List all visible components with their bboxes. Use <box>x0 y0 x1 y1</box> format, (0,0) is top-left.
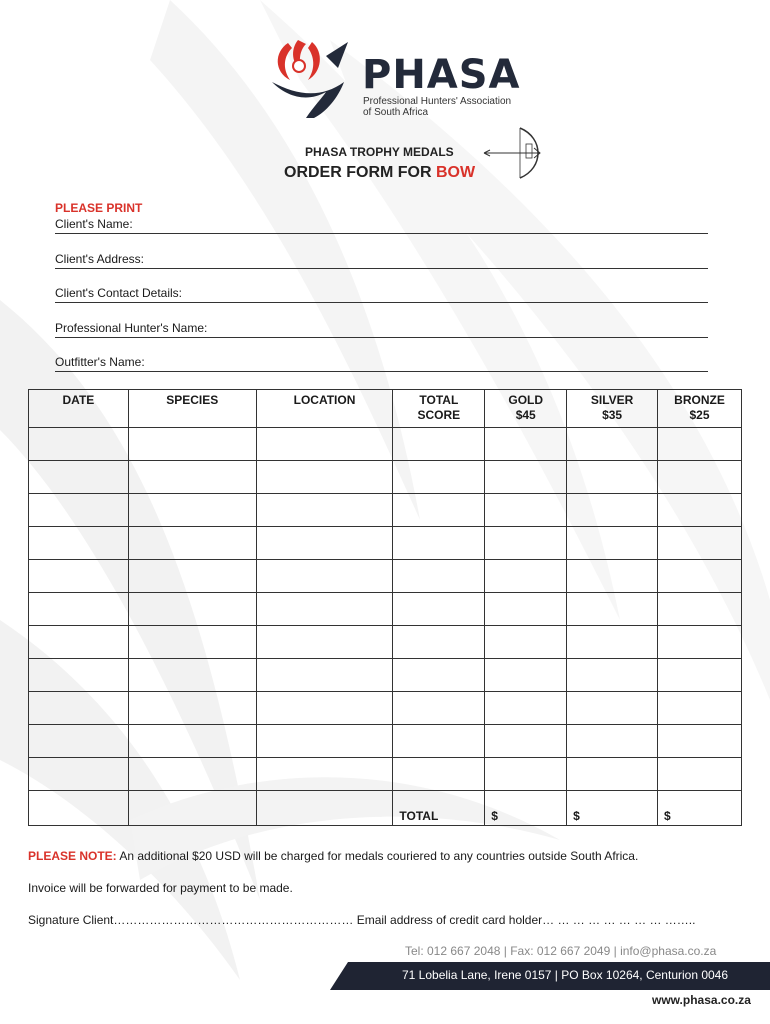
bow-and-arrow-icon <box>482 126 552 180</box>
table-row <box>29 494 742 527</box>
cell-gold[interactable] <box>485 692 567 725</box>
cell-location[interactable] <box>256 428 393 461</box>
cell-score[interactable] <box>393 461 485 494</box>
logo-wordmark: PHASA <box>362 52 521 98</box>
total-bronze[interactable]: $ <box>658 791 742 826</box>
cell-bronze[interactable] <box>658 725 742 758</box>
total-row <box>29 791 742 826</box>
professional-hunter-label: Professional Hunter's Name: <box>55 321 208 335</box>
cell-silver[interactable] <box>567 692 658 725</box>
professional-hunter-field[interactable] <box>55 321 708 338</box>
cell-species[interactable] <box>128 626 256 659</box>
client-name-field[interactable] <box>55 217 708 234</box>
cell-silver[interactable] <box>567 428 658 461</box>
cell-bronze[interactable] <box>658 593 742 626</box>
cell-gold[interactable] <box>485 626 567 659</box>
cell-silver[interactable] <box>567 593 658 626</box>
cell-gold[interactable] <box>485 758 567 791</box>
cell-silver[interactable] <box>567 527 658 560</box>
col-header-total-score: TOTAL SCORE <box>393 390 485 428</box>
cell-date[interactable] <box>29 527 129 560</box>
cell-score[interactable] <box>393 725 485 758</box>
cell-location[interactable] <box>256 659 393 692</box>
cell-species[interactable] <box>128 527 256 560</box>
cell-location[interactable] <box>256 494 393 527</box>
cell-species[interactable] <box>128 659 256 692</box>
cell-silver[interactable] <box>567 626 658 659</box>
table-row <box>29 461 742 494</box>
total-label: TOTAL <box>393 791 485 826</box>
cell-location[interactable] <box>256 692 393 725</box>
cell-gold[interactable] <box>485 560 567 593</box>
cell-gold[interactable] <box>485 593 567 626</box>
signature-line[interactable]: Signature Client…………………………………………………… Email address of credit card holder… … … … … … … … …….. <box>28 913 696 927</box>
total-cell <box>128 791 256 826</box>
outfitter-label: Outfitter's Name: <box>55 355 145 369</box>
cell-silver[interactable] <box>567 725 658 758</box>
cell-species[interactable] <box>128 692 256 725</box>
cell-location[interactable] <box>256 593 393 626</box>
cell-location[interactable] <box>256 527 393 560</box>
cell-score[interactable] <box>393 494 485 527</box>
form-title: ORDER FORM FOR BOW <box>284 164 476 181</box>
cell-gold[interactable] <box>485 428 567 461</box>
col-header-bronze: BRONZE $25 <box>658 390 742 428</box>
cell-bronze[interactable] <box>658 527 742 560</box>
cell-score[interactable] <box>393 758 485 791</box>
cell-species[interactable] <box>128 428 256 461</box>
client-contact-field[interactable] <box>55 286 708 303</box>
cell-score[interactable] <box>393 593 485 626</box>
total-cell <box>256 791 393 826</box>
cell-species[interactable] <box>128 494 256 527</box>
cell-species[interactable] <box>128 593 256 626</box>
col-header-location: LOCATION <box>256 390 393 428</box>
cell-score[interactable] <box>393 692 485 725</box>
footer-website[interactable]: www.phasa.co.za <box>652 993 751 1007</box>
cell-bronze[interactable] <box>658 560 742 593</box>
cell-date[interactable] <box>29 494 129 527</box>
col-header-species: SPECIES <box>128 390 256 428</box>
cell-bronze[interactable] <box>658 659 742 692</box>
cell-gold[interactable] <box>485 725 567 758</box>
client-address-label: Client's Address: <box>55 252 144 266</box>
total-gold[interactable]: $ <box>485 791 567 826</box>
please-print-label: PLEASE PRINT <box>55 201 143 215</box>
table-row <box>29 626 742 659</box>
col-header-silver: SILVER $35 <box>567 390 658 428</box>
outfitter-field[interactable] <box>55 355 708 372</box>
cell-score[interactable] <box>393 527 485 560</box>
table-row <box>29 725 742 758</box>
cell-date[interactable] <box>29 560 129 593</box>
table-row <box>29 659 742 692</box>
cell-location[interactable] <box>256 560 393 593</box>
client-address-field[interactable] <box>55 252 708 269</box>
logo-subtitle: Professional Hunters' Association of South Africa <box>363 96 512 118</box>
cell-gold[interactable] <box>485 527 567 560</box>
cell-species[interactable] <box>128 461 256 494</box>
cell-score[interactable] <box>393 428 485 461</box>
cell-date[interactable] <box>29 626 129 659</box>
cell-date[interactable] <box>29 758 129 791</box>
cell-bronze[interactable] <box>658 758 742 791</box>
medal-order-table <box>28 389 742 826</box>
cell-date[interactable] <box>29 659 129 692</box>
cell-gold[interactable] <box>485 659 567 692</box>
cell-date[interactable] <box>29 593 129 626</box>
footer-contact: Tel: 012 667 2048 | Fax: 012 667 2049 | info@phasa.co.za <box>405 944 717 958</box>
table-row <box>29 428 742 461</box>
cell-silver[interactable] <box>567 659 658 692</box>
cell-gold[interactable] <box>485 461 567 494</box>
cell-location[interactable] <box>256 758 393 791</box>
cell-date[interactable] <box>29 725 129 758</box>
cell-silver[interactable] <box>567 758 658 791</box>
client-contact-label: Client's Contact Details: <box>55 286 183 300</box>
cell-silver[interactable] <box>567 461 658 494</box>
table-row <box>29 692 742 725</box>
cell-date[interactable] <box>29 461 129 494</box>
cell-location[interactable] <box>256 626 393 659</box>
cell-bronze[interactable] <box>658 494 742 527</box>
total-silver[interactable]: $ <box>567 791 658 826</box>
cell-silver[interactable] <box>567 494 658 527</box>
invoice-note: Invoice will be forwarded for payment to be made. <box>28 881 293 895</box>
cell-gold[interactable] <box>485 494 567 527</box>
total-cell <box>29 791 129 826</box>
cell-date[interactable] <box>29 428 129 461</box>
footer-address: 71 Lobelia Lane, Irene 0157 | PO Box 10264, Centurion 0046 <box>402 968 729 982</box>
form-subtitle: PHASA TROPHY MEDALS <box>305 145 454 159</box>
table-row <box>29 560 742 593</box>
cell-score[interactable] <box>393 626 485 659</box>
cell-bronze[interactable] <box>658 626 742 659</box>
cell-bronze[interactable] <box>658 461 742 494</box>
cell-bronze[interactable] <box>658 692 742 725</box>
cell-species[interactable] <box>128 758 256 791</box>
col-header-gold: GOLD $45 <box>485 390 567 428</box>
cell-silver[interactable] <box>567 560 658 593</box>
please-note: PLEASE NOTE: An additional $20 USD will be charged for medals couriered to any countries outside South Africa. <box>28 849 639 863</box>
table-row <box>29 758 742 791</box>
cell-location[interactable] <box>256 725 393 758</box>
cell-location[interactable] <box>256 461 393 494</box>
cell-species[interactable] <box>128 725 256 758</box>
cell-date[interactable] <box>29 692 129 725</box>
cell-species[interactable] <box>128 560 256 593</box>
client-name-label: Client's Name: <box>55 217 133 231</box>
table-row <box>29 527 742 560</box>
col-header-date: DATE <box>29 390 129 428</box>
cell-score[interactable] <box>393 560 485 593</box>
cell-bronze[interactable] <box>658 428 742 461</box>
cell-score[interactable] <box>393 659 485 692</box>
table-row <box>29 593 742 626</box>
